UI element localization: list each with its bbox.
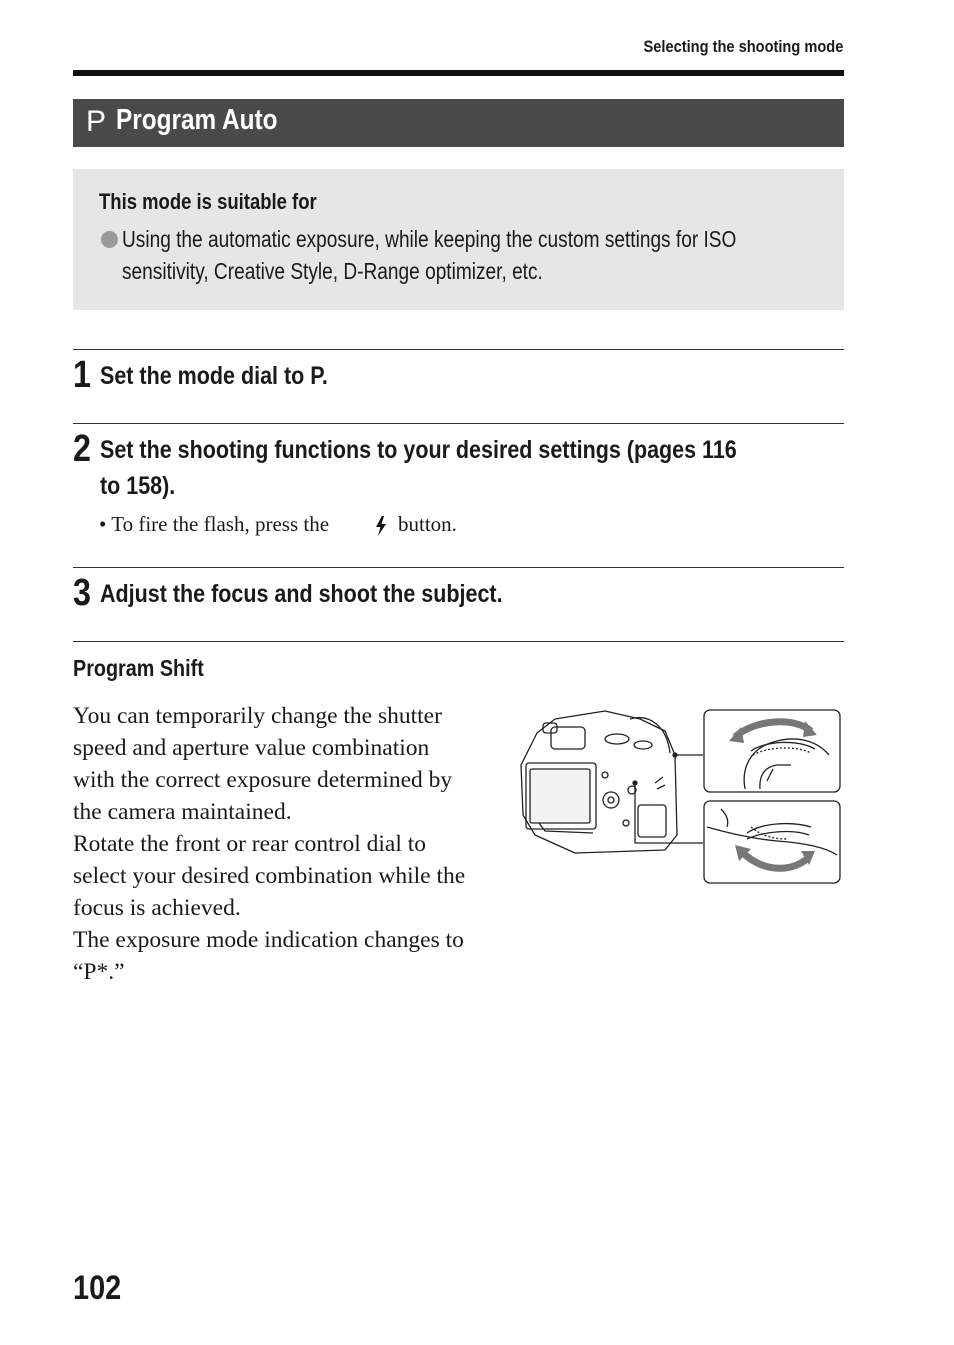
step-text: to 158). [100, 472, 176, 500]
body-line: You can temporarily change the shutter [73, 703, 442, 729]
step-text: Adjust the focus and shoot the subject. [100, 580, 503, 608]
section-title: Program Auto [116, 104, 278, 136]
step-note [99, 512, 329, 537]
step-divider [73, 349, 844, 350]
body-line: with the correct exposure determined by [73, 767, 453, 793]
step-divider [73, 423, 844, 424]
flash-icon [374, 515, 388, 537]
body-line: focus is achieved. [73, 895, 241, 921]
suitability-bullet-line: sensitivity, Creative Style, D-Range optimizer, etc. [122, 258, 543, 284]
step-number: 2 [73, 428, 91, 470]
body-line: Rotate the front or rear control dial to [73, 831, 427, 857]
suitability-heading: This mode is suitable for [99, 189, 317, 214]
body-line: select your desired combination while the [73, 863, 466, 889]
camera-control-dials-illustration [515, 705, 845, 890]
body-paragraph [73, 700, 513, 828]
bullet-dot-icon [101, 231, 118, 248]
body-line: the camera maintained. [73, 799, 292, 825]
step-number: 3 [73, 572, 91, 614]
suitability-bullet-line: Using the automatic exposure, while keeping the custom settings for ISO [122, 226, 737, 252]
step-number: 1 [73, 354, 91, 396]
step-divider [73, 567, 844, 568]
step-divider [73, 641, 844, 642]
step-note-text: button. [398, 512, 457, 536]
running-header: Selecting the shooting mode [643, 37, 843, 56]
step-note-text: • To fire the flash, press the [99, 512, 330, 536]
program-shift-body [73, 700, 513, 988]
page-number: 102 [73, 1269, 122, 1307]
program-shift-heading: Program Shift [73, 655, 204, 681]
body-line: “P*.” [73, 959, 125, 985]
header-rule [73, 70, 844, 76]
body-paragraph [73, 828, 513, 924]
step-text: Set the shooting functions to your desired settings (pages 116 [100, 436, 737, 464]
body-paragraph [73, 924, 513, 988]
body-line: The exposure mode indication changes to [73, 927, 464, 953]
step-text: Set the mode dial to P. [100, 362, 328, 390]
body-line: speed and aperture value combination [73, 735, 430, 761]
mode-letter-icon: P [86, 105, 107, 138]
